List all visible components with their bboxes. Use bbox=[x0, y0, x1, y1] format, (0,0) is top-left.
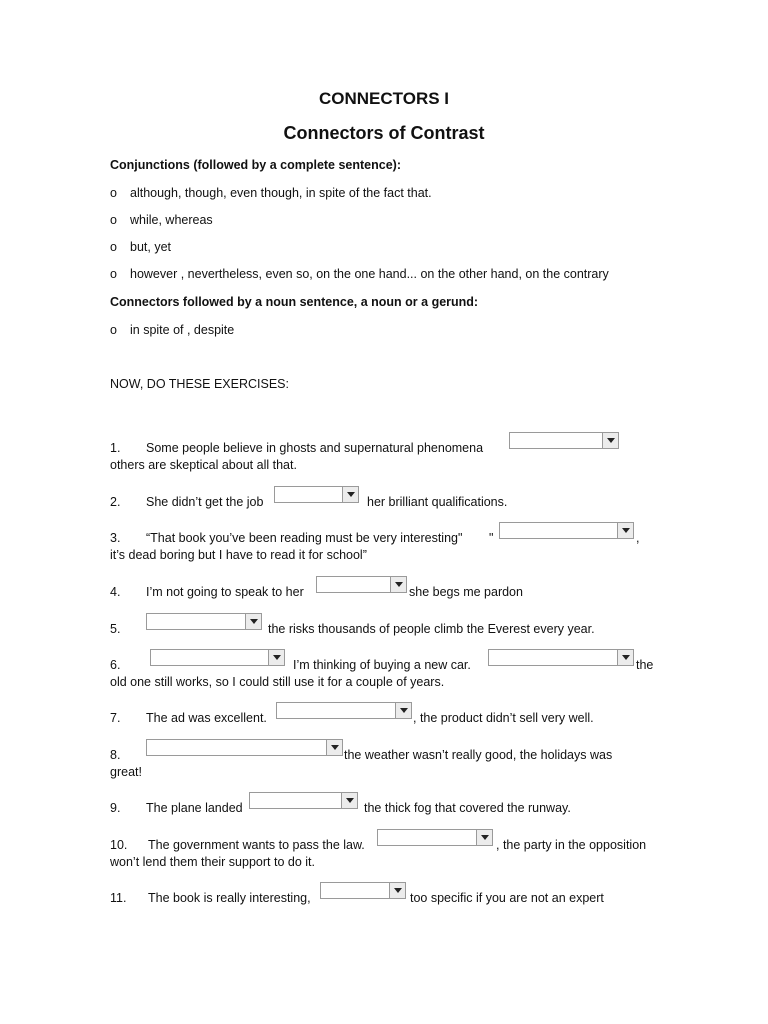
exercise-text: The ad was excellent. bbox=[146, 711, 267, 725]
list-item: although, though, even though, in spite of the fact that. bbox=[130, 186, 432, 200]
chevron-down-icon bbox=[390, 577, 406, 592]
exercise-number: 10. bbox=[110, 838, 128, 852]
exercise-text: , bbox=[636, 531, 640, 545]
exercise-number: 3. bbox=[110, 531, 121, 545]
answer-dropdown-6b[interactable] bbox=[488, 649, 634, 666]
bullet-marker: o bbox=[110, 213, 117, 227]
exercise-number: 7. bbox=[110, 711, 121, 725]
exercise-text: the bbox=[636, 658, 654, 672]
conjunctions-heading: Conjunctions (followed by a complete sentence): bbox=[110, 158, 402, 172]
exercise-text: The book is really interesting, bbox=[148, 891, 311, 905]
exercise-text: the risks thousands of people climb the Everest every year. bbox=[268, 622, 595, 636]
document-title: CONNECTORS I bbox=[318, 89, 450, 108]
bullet-marker: o bbox=[110, 186, 117, 200]
chevron-down-icon bbox=[341, 793, 357, 808]
exercise-text: the thick fog that covered the runway. bbox=[364, 801, 571, 815]
chevron-down-icon bbox=[602, 433, 618, 448]
exercise-text: others are skeptical about all that. bbox=[110, 458, 297, 472]
chevron-down-icon bbox=[617, 650, 633, 665]
bullet-marker: o bbox=[110, 240, 117, 254]
chevron-down-icon bbox=[476, 830, 492, 845]
exercise-text: I’m not going to speak to her bbox=[146, 585, 304, 599]
exercise-text: the weather wasn’t really good, the holidays was bbox=[344, 748, 613, 762]
exercise-number: 1. bbox=[110, 441, 121, 455]
exercise-text: , the product didn’t sell very well. bbox=[413, 711, 594, 725]
exercise-text: it’s dead boring but I have to read it for school” bbox=[110, 548, 367, 562]
noun-connectors-heading: Connectors followed by a noun sentence, a noun or a gerund: bbox=[110, 295, 479, 309]
exercise-text: old one still works, so I could still use it for a couple of years. bbox=[110, 675, 445, 689]
exercise-text: " bbox=[489, 531, 494, 545]
exercise-text: I’m thinking of buying a new car. bbox=[293, 658, 471, 672]
answer-dropdown-7[interactable] bbox=[276, 702, 412, 719]
exercise-text: The plane landed bbox=[146, 801, 243, 815]
exercise-text: She didn’t get the job bbox=[146, 495, 264, 509]
exercise-number: 4. bbox=[110, 585, 121, 599]
exercise-text: too specific if you are not an expert bbox=[410, 891, 604, 905]
document-subtitle: Connectors of Contrast bbox=[283, 123, 485, 143]
exercise-text: “That book you’ve been reading must be very interesting" bbox=[146, 531, 463, 545]
exercise-number: 6. bbox=[110, 658, 121, 672]
chevron-down-icon bbox=[617, 523, 633, 538]
exercise-number: 8. bbox=[110, 748, 121, 762]
list-item: in spite of , despite bbox=[130, 323, 235, 337]
chevron-down-icon bbox=[268, 650, 284, 665]
chevron-down-icon bbox=[395, 703, 411, 718]
chevron-down-icon bbox=[389, 883, 405, 898]
chevron-down-icon bbox=[245, 614, 261, 629]
list-item: however , nevertheless, even so, on the one hand... on the other hand, on the contrary bbox=[130, 267, 609, 281]
instructions: NOW, DO THESE EXERCISES: bbox=[110, 377, 289, 391]
answer-dropdown-6a[interactable] bbox=[150, 649, 285, 666]
list-item: while, whereas bbox=[130, 213, 213, 227]
exercise-number: 9. bbox=[110, 801, 121, 815]
exercise-text: The government wants to pass the law. bbox=[148, 838, 365, 852]
answer-dropdown-4[interactable] bbox=[316, 576, 407, 593]
answer-dropdown-2[interactable] bbox=[274, 486, 359, 503]
bullet-marker: o bbox=[110, 323, 117, 337]
answer-dropdown-11[interactable] bbox=[320, 882, 406, 899]
answer-dropdown-1[interactable] bbox=[509, 432, 619, 449]
chevron-down-icon bbox=[326, 740, 342, 755]
answer-dropdown-8[interactable] bbox=[146, 739, 343, 756]
exercise-text: won’t lend them their support to do it. bbox=[110, 855, 315, 869]
chevron-down-icon bbox=[342, 487, 358, 502]
exercise-number: 5. bbox=[110, 622, 121, 636]
exercise-text: , the party in the opposition bbox=[496, 838, 647, 852]
exercise-text: her brilliant qualifications. bbox=[367, 495, 508, 509]
answer-dropdown-10[interactable] bbox=[377, 829, 493, 846]
bullet-marker: o bbox=[110, 267, 117, 281]
exercise-text: great! bbox=[110, 765, 142, 779]
list-item: but, yet bbox=[130, 240, 171, 254]
exercise-text: Some people believe in ghosts and supernatural phenomena bbox=[146, 441, 484, 455]
answer-dropdown-9[interactable] bbox=[249, 792, 358, 809]
exercise-text: she begs me pardon bbox=[409, 585, 523, 599]
answer-dropdown-3[interactable] bbox=[499, 522, 634, 539]
answer-dropdown-5[interactable] bbox=[146, 613, 262, 630]
exercise-number: 2. bbox=[110, 495, 121, 509]
exercise-number: 11. bbox=[110, 891, 127, 905]
